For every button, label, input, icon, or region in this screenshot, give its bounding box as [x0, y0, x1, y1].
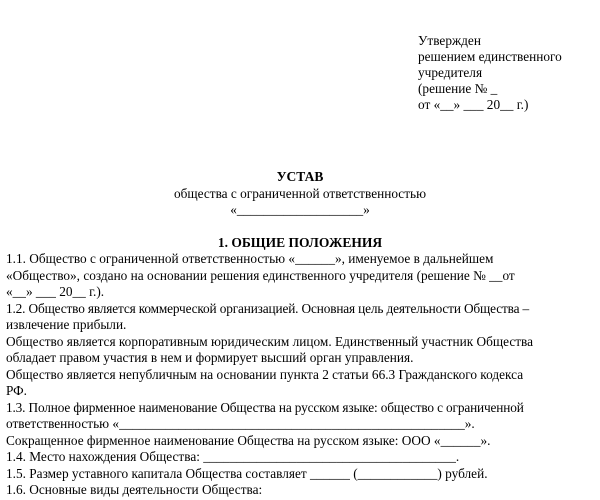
body-line: «__» ___ 20__ г.). — [6, 284, 105, 299]
body-line: 1.4. Место нахождения Общества: ______________________________________. — [6, 449, 460, 464]
approval-stamp — [418, 33, 596, 113]
body-line: обладает правом участия в нем и формирует высший орган управления. — [6, 350, 414, 365]
body-line: 1.1. Общество с ограниченной ответственностью «______», именуемое в дальнейшем — [6, 251, 494, 266]
document-title-block — [0, 169, 600, 219]
section-body — [6, 251, 598, 499]
company-name-blank: «___________________» — [230, 202, 370, 217]
body-line: 1.3. Полное фирменное наименование Общества на русском языке: общество с ограниченной — [6, 399, 524, 415]
approval-line-4: (решение № _ — [418, 81, 498, 96]
body-line: Общество является непубличным на основании пункта 2 статьи 66.3 Гражданского кодекса — [6, 366, 524, 382]
approval-line-2: решением единственного — [418, 49, 562, 64]
document-title: УСТАВ — [276, 169, 324, 184]
body-line: 1.6. Основные виды деятельности Общества: — [6, 482, 263, 497]
body-line: извлечение прибыли. — [6, 317, 127, 332]
body-line: 1.2. Общество является коммерческой организацией. Основная цель деятельности Общества – — [6, 300, 530, 316]
approval-line-1: Утвержден — [418, 33, 481, 48]
approval-line-5: от «__» ___ 20__ г.) — [418, 97, 529, 112]
body-line: Сокращенное фирменное наименование Общества на русском языке: ООО «______». — [6, 432, 491, 448]
section-heading: 1. ОБЩИЕ ПОЛОЖЕНИЯ — [217, 235, 383, 250]
body-line: РФ. — [6, 383, 27, 398]
body-line: ответственностью «____________________________________________________». — [6, 416, 475, 431]
approval-line-3: учредителя — [418, 65, 483, 80]
document-subtitle: общества с ограниченной ответственностью — [173, 185, 427, 201]
body-line: Общество является корпоративным юридическим лицом. Единственный участник Общества — [6, 333, 534, 349]
body-line: 1.5. Размер уставного капитала Общества составляет ______ (____________) рублей. — [6, 465, 488, 481]
body-line: «Общество», создано на основании решения единственного учредителя (решение № __от — [6, 267, 515, 283]
